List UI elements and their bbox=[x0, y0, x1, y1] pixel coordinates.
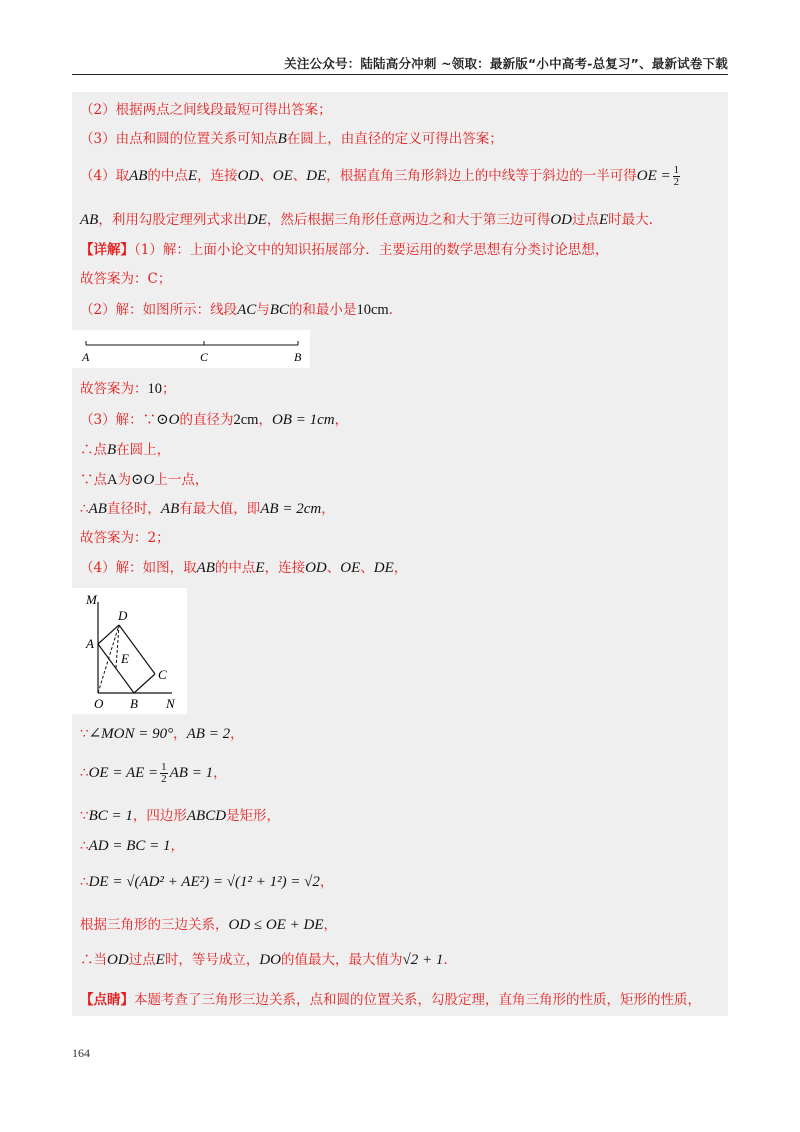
text-line: ∵BC = 1，四边形ABCD是矩形， bbox=[80, 808, 281, 824]
page-number: 164 bbox=[72, 1046, 90, 1060]
point-label: N bbox=[166, 696, 175, 711]
fraction: $\frac{1}{2}$ bbox=[161, 761, 167, 785]
page-header: 关注公众号：陆陆高分冲刺 ~领取：最新版“小中高考-总复习”、最新试卷下载 bbox=[72, 54, 728, 75]
fraction: $\frac{1}{2}$ bbox=[673, 164, 680, 188]
text-line: ∴DE = √(AD² + AE²) = √(1² + 1²) = √2， bbox=[80, 874, 334, 890]
geometry-figure bbox=[72, 588, 187, 714]
text-line: ∴当OD过点E时，等号成立，DO的值最大，最大值为√2 + 1. bbox=[80, 952, 448, 968]
text-line: （3）由点和圆的位置关系可知点B在圆上，由直径的定义可得出答案； bbox=[80, 131, 503, 147]
content-area bbox=[72, 92, 728, 1016]
text-line: （2）解：如图所示：线段AC与BC的和最小是10cm. bbox=[80, 302, 393, 318]
point-label: B bbox=[130, 696, 138, 711]
text-line: ∴点B在圆上， bbox=[80, 442, 171, 458]
text-line: 故答案为：C； bbox=[80, 271, 172, 287]
text-line: （2）根据两点之间线段最短可得出答案； bbox=[80, 102, 332, 118]
point-label: A bbox=[86, 636, 94, 651]
text-line: （4）解：如图，取AB的中点E，连接OD、OE、DE， bbox=[80, 560, 408, 576]
text-line: （3）解：∵⊙O的直径为2cm，OB = 1cm， bbox=[80, 412, 349, 428]
point-label: C bbox=[158, 667, 167, 682]
text-line: ∴AD = BC = 1， bbox=[80, 838, 185, 854]
text-line: 故答案为：2； bbox=[80, 530, 170, 546]
text-line: 【详解】（1）解：上面小论文中的知识拓展部分．主要运用的数学思想有分类讨论思想， bbox=[80, 242, 609, 258]
point-label: A bbox=[82, 350, 90, 364]
text-line: ∵点A为⊙O上一点， bbox=[80, 472, 209, 488]
text-line: （4）取AB的中点E，连接OD、OE、DE，根据直角三角形斜边上的中线等于斜边的一半可得OE = $\frac{1}{2}$ bbox=[80, 164, 680, 188]
text-line: 【点睛】本题考查了三角形三边关系，点和圆的位置关系，勾股定理，直角三角形的性质，矩形的性质， bbox=[80, 992, 701, 1008]
point-label: B bbox=[294, 350, 302, 364]
point-label: C bbox=[200, 350, 209, 364]
text-line: ∵∠MON = 90°，AB = 2， bbox=[80, 726, 244, 742]
text-line: ∴OE = AE = $\frac{1}{2}$ AB = 1， bbox=[80, 761, 227, 785]
point-label: O bbox=[94, 696, 104, 711]
text-line: ∴AB直径时，AB有最大值，即AB = 2cm， bbox=[80, 501, 335, 517]
segment-figure bbox=[72, 330, 310, 368]
point-label: E bbox=[121, 651, 129, 666]
text-line: 根据三角形的三边关系，OD ≤ OE + DE， bbox=[80, 917, 338, 933]
text-line: 故答案为：10； bbox=[80, 381, 176, 397]
text-line: AB，利用勾股定理列式求出DE，然后根据三角形任意两边之和大于第三边可得OD过点E时最大. bbox=[80, 212, 653, 228]
point-label: D bbox=[118, 608, 128, 623]
point-label: M bbox=[86, 592, 97, 607]
